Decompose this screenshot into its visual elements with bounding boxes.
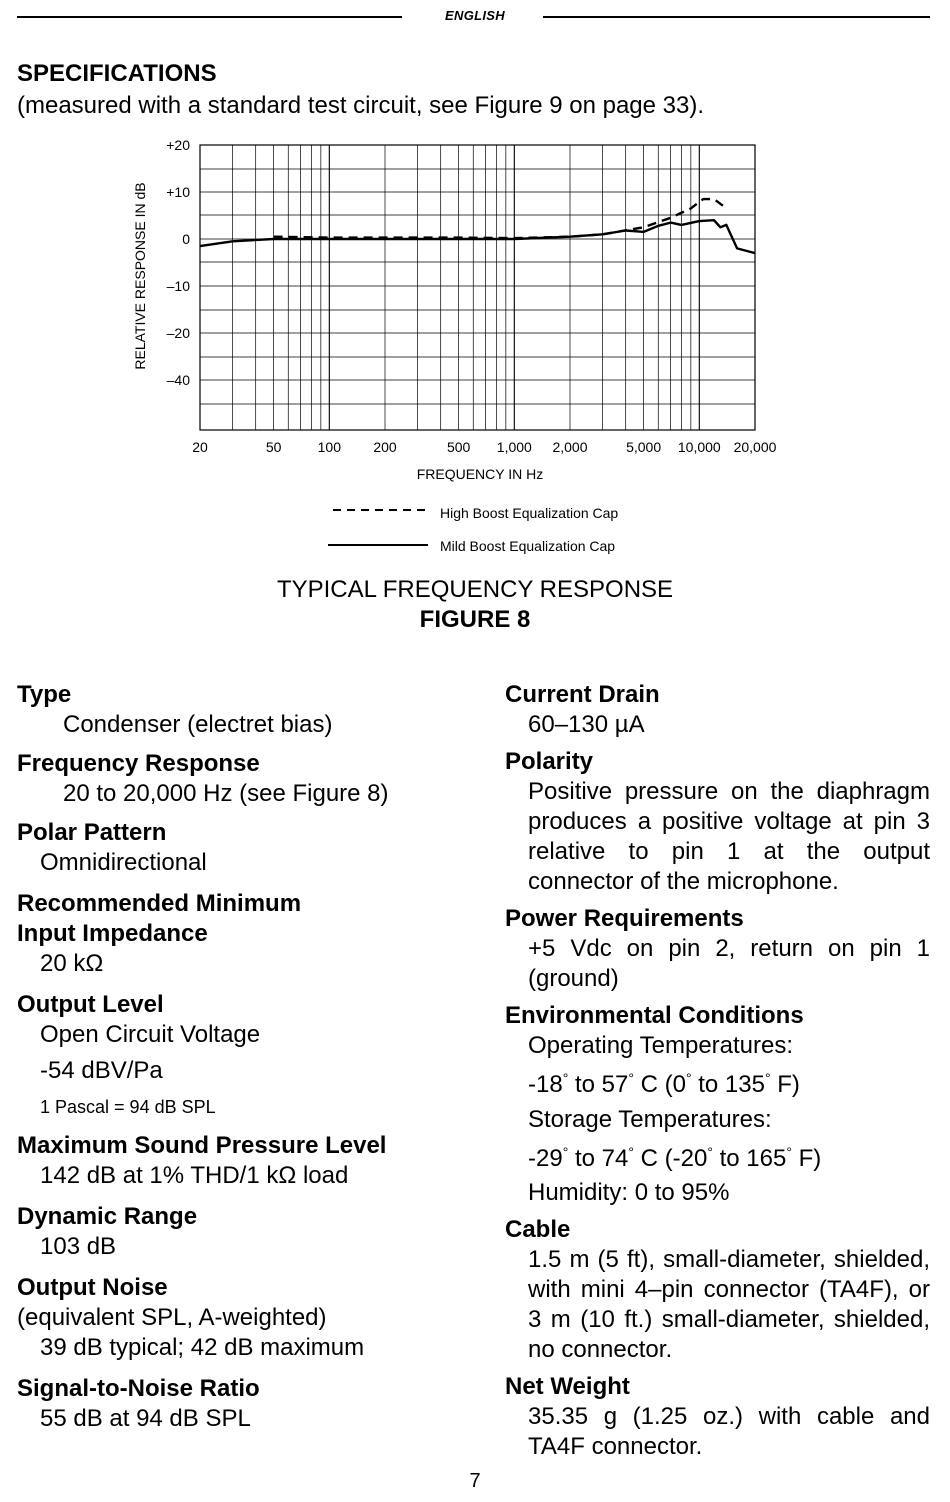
- spec-value-output-level-2: -54 dBV/Pa: [40, 1057, 163, 1084]
- spec-heading-power: Power Requirements: [505, 905, 744, 932]
- spec-heading-output-noise: Output Noise: [17, 1274, 168, 1301]
- x-tick-label: 5,000: [626, 439, 662, 455]
- spec-heading-current-drain: Current Drain: [505, 681, 660, 708]
- degree-symbol: °: [707, 1144, 713, 1160]
- spec-value-net-weight: 35.35 g (1.25 oz.) with cable and TA4F connector.: [528, 1403, 930, 1460]
- degree-symbol: °: [562, 1144, 569, 1160]
- spec-value-type: Condenser (electret bias): [63, 711, 333, 738]
- spec-value-output-level-1: Open Circuit Voltage: [40, 1021, 261, 1048]
- op-temp-max-c: to 57: [568, 1071, 629, 1098]
- op-temp-min-c: -18: [528, 1071, 563, 1098]
- degree-symbol: °: [786, 1144, 792, 1160]
- page-number: 7: [469, 1470, 481, 1492]
- spec-value-snr: 55 dB at 94 dB SPL: [40, 1405, 251, 1432]
- spec-value-current-drain: 60–130 µA: [528, 711, 645, 738]
- spec-note-pascal: 1 Pascal = 94 dB SPL: [40, 1097, 216, 1117]
- degree-symbol: °: [628, 1144, 634, 1160]
- degree-symbol: °: [764, 1070, 771, 1086]
- op-temp-unit-f: F): [770, 1071, 800, 1098]
- y-tick-labels: [166, 137, 190, 388]
- op-temp-max-f: to 135: [691, 1071, 765, 1098]
- spec-heading-output-level: Output Level: [17, 991, 164, 1018]
- spec-value-storage-label: Storage Temperatures:: [528, 1106, 772, 1133]
- frequency-response-chart: [0, 0, 950, 570]
- spec-value-storage-range: [505, 1137, 930, 1174]
- x-tick-label: 20,000: [733, 439, 777, 455]
- st-temp-max-f: to 165: [712, 1145, 787, 1172]
- y-tick-label: 0: [182, 231, 190, 247]
- y-tick-label: +20: [166, 137, 190, 153]
- x-tick-label: 500: [446, 439, 471, 455]
- x-tick-label: 200: [373, 439, 397, 455]
- spec-value-dynamic-range: 103 dB: [40, 1233, 117, 1260]
- spec-heading-polarity: Polarity: [505, 748, 594, 775]
- legend-label-mild-boost: Mild Boost Equalization Cap: [440, 538, 616, 554]
- spec-value-operating-label: Operating Temperatures:: [528, 1032, 794, 1059]
- plot-frame: [200, 145, 755, 430]
- header-language-label: ENGLISH: [445, 8, 505, 23]
- x-tick-labels: [192, 439, 776, 455]
- st-temp-min-c: -29: [528, 1145, 563, 1172]
- spec-value-power: +5 Vdc on pin 2, return on pin 1 (ground): [528, 935, 930, 992]
- spec-heading-max-spl: Maximum Sound Pressure Level: [17, 1132, 387, 1159]
- st-temp-min-f: C (-20: [633, 1145, 708, 1172]
- chart-curves: [200, 199, 755, 253]
- op-temp-min-f: C (0: [633, 1071, 686, 1098]
- series-line-high-boost: [274, 199, 724, 238]
- x-tick-label: 10,000: [677, 439, 721, 455]
- figure-number: FIGURE 8: [419, 606, 531, 633]
- st-temp-max-c: to 74: [568, 1145, 629, 1172]
- degree-symbol: °: [628, 1070, 634, 1086]
- spec-value-humidity: Humidity: 0 to 95%: [528, 1179, 730, 1206]
- specs-right-column: [505, 680, 930, 1462]
- y-tick-label: +10: [166, 184, 190, 200]
- spec-value-output-noise-2: 39 dB typical; 42 dB maximum: [40, 1334, 365, 1361]
- spec-value-max-spl: 142 dB at 1% THD/1 kΩ load: [40, 1162, 349, 1189]
- chart-grid: [200, 145, 755, 430]
- specs-left-column: [17, 680, 477, 1434]
- spec-value-polar: Omnidirectional: [40, 849, 207, 876]
- spec-heading-snr: Signal-to-Noise Ratio: [17, 1375, 260, 1402]
- spec-heading-polar: Polar Pattern: [17, 819, 167, 846]
- x-tick-label: 50: [265, 439, 282, 455]
- spec-value-output-noise-1: (equivalent SPL, A-weighted): [17, 1304, 327, 1331]
- spec-heading-frequency: Frequency Response: [17, 750, 260, 777]
- y-axis-label: RELATIVE RESPONSE IN dB: [132, 182, 148, 370]
- x-tick-label: 2,000: [552, 439, 588, 455]
- spec-heading-environment: Environmental Conditions: [505, 1002, 804, 1029]
- y-tick-label: –20: [166, 325, 190, 341]
- x-axis-label: FREQUENCY IN Hz: [416, 466, 544, 482]
- spec-heading-net-weight: Net Weight: [505, 1373, 630, 1400]
- section-title: SPECIFICATIONS: [17, 60, 217, 87]
- degree-symbol: °: [562, 1070, 569, 1086]
- spec-heading-type: Type: [17, 681, 72, 708]
- section-subtitle: (measured with a standard test circuit, see Figure 9 on page 33).: [17, 92, 705, 119]
- st-temp-unit-f: F): [791, 1145, 822, 1172]
- spec-value-cable: 1.5 m (5 ft), small-diameter, shielded, with mini 4–pin connector (TA4F), or 3 m (10 ft.) small-diameter, shielded, no connector.: [528, 1246, 930, 1363]
- y-tick-label: –10: [166, 278, 190, 294]
- x-tick-label: 1,000: [496, 439, 532, 455]
- legend-label-high-boost: High Boost Equalization Cap: [440, 505, 619, 521]
- spec-value-frequency: 20 to 20,000 Hz (see Figure 8): [63, 780, 389, 807]
- y-tick-label: –40: [166, 372, 190, 388]
- degree-symbol: °: [685, 1070, 692, 1086]
- spec-heading-impedance-2: Input Impedance: [17, 920, 208, 947]
- spec-value-operating-range: [505, 1063, 930, 1100]
- spec-heading-impedance-1: Recommended Minimum: [17, 890, 302, 917]
- x-tick-label: 100: [317, 439, 341, 455]
- x-tick-label: 20: [192, 439, 208, 455]
- spec-value-impedance: 20 kΩ: [40, 950, 104, 977]
- spec-value-polarity: Positive pressure on the diaphragm produces a positive voltage at pin 3 relative to pin 1 at the output connector of the microphone.: [528, 778, 930, 895]
- figure-caption: TYPICAL FREQUENCY RESPONSE: [276, 576, 674, 603]
- spec-heading-cable: Cable: [505, 1216, 571, 1243]
- spec-heading-dynamic-range: Dynamic Range: [17, 1203, 198, 1230]
